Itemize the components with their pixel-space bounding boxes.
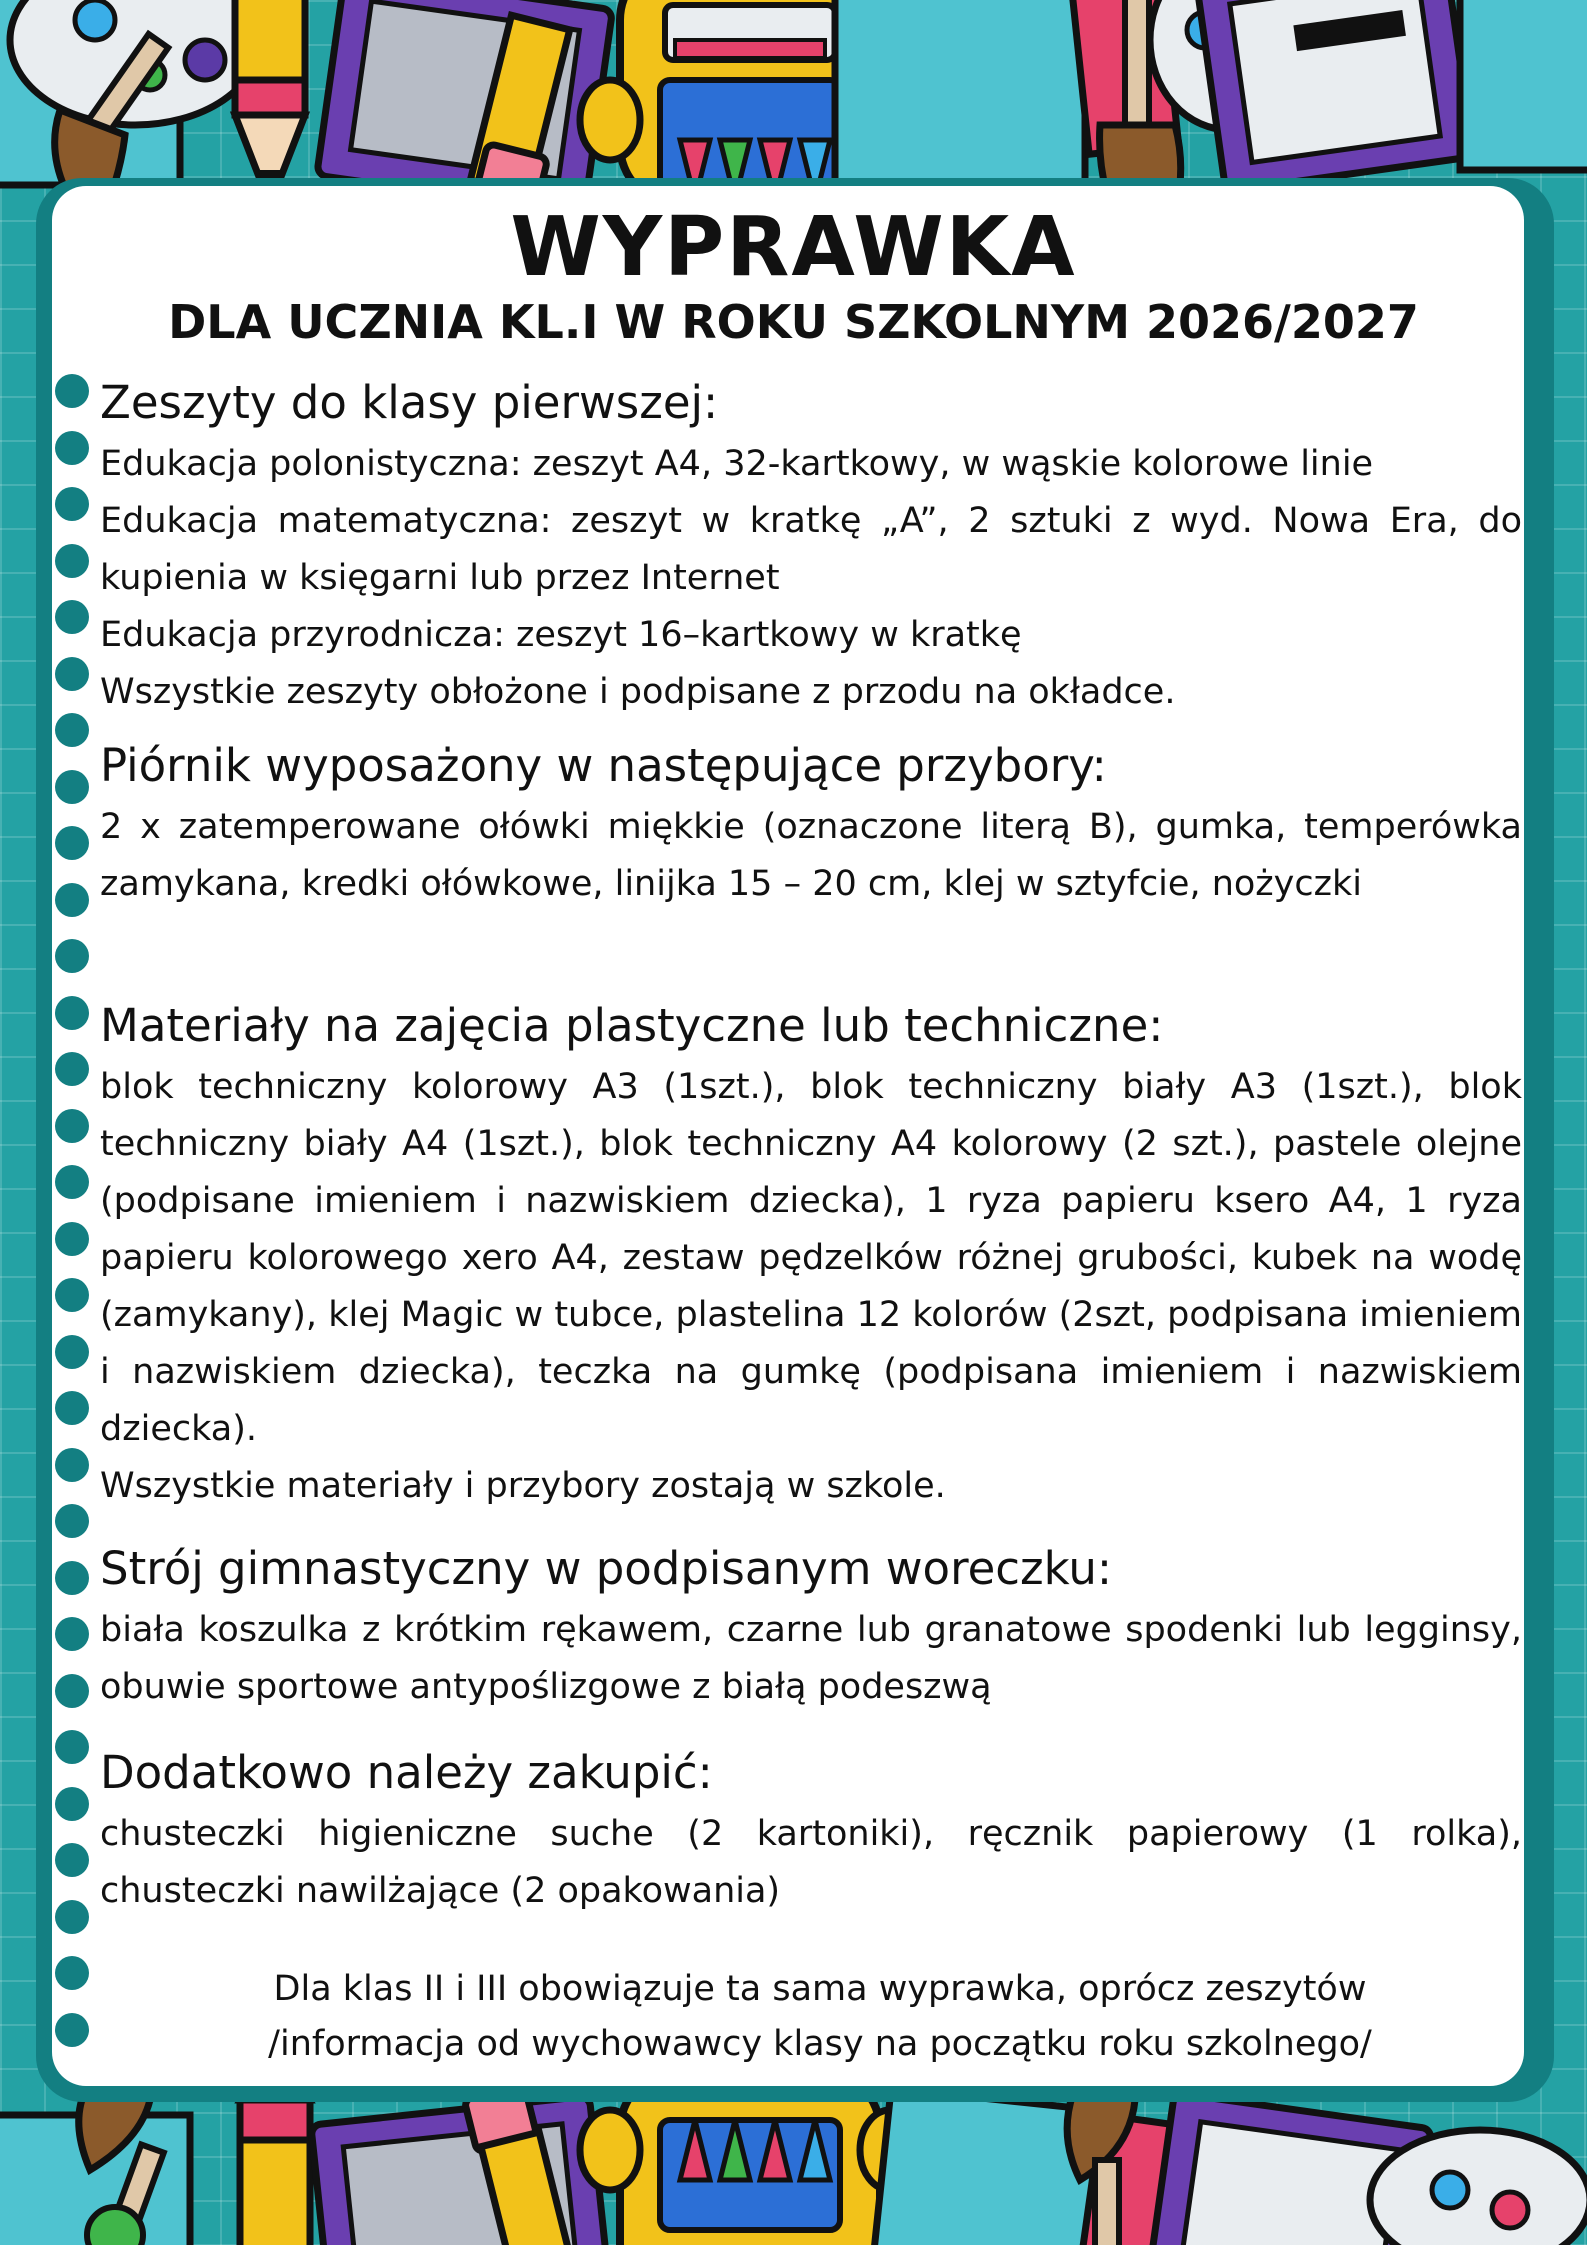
footer-line: /informacja od wychowawcy klasy na początku roku szkolnego/ <box>268 2024 1372 2064</box>
section-heading: Dodatkowo należy zakupić: <box>100 1746 713 1799</box>
section-heading: Strój gimnastyczny w podpisanym woreczku: <box>100 1542 1112 1595</box>
section-art-materials <box>100 995 1522 1515</box>
section-paragraph: 2 x zatemperowane ołówki miękkie (oznaczone literą B), gumka, temperówka zamykana, kredki ołówkowe, linijka 15 – 20 cm, klej w sztyfcie, nożyczki <box>100 807 1522 904</box>
section-notebooks <box>100 372 1522 721</box>
section-paragraph: Edukacja polonistyczna: zeszyt A4, 32-kartkowy, w wąskie kolorowe linie <box>100 444 1374 484</box>
section-heading: Piórnik wyposażony w następujące przybory: <box>100 739 1107 792</box>
section-paragraph: chusteczki higieniczne suche (2 kartoniki), ręcznik papierowy (1 rolka), chusteczki nawilżające (2 opakowania) <box>100 1814 1522 1911</box>
section-heading: Materiały na zajęcia plastyczne lub techniczne: <box>100 999 1164 1052</box>
section-paragraph: Wszystkie materiały i przybory zostają w szkole. <box>100 1466 946 1506</box>
section-additional <box>100 1742 1522 1920</box>
page-subtitle: DLA UCZNIA KL.I W ROKU SZKOLNYM 2026/2027 <box>168 295 1419 349</box>
section-pencil-case <box>100 735 1522 913</box>
footer-line: Dla klas II i III obowiązuje ta sama wyprawka, oprócz zeszytów <box>273 1969 1367 2009</box>
section-paragraph: blok techniczny kolorowy A3 (1szt.), blok techniczny biały A3 (1szt.), blok techniczny biały A4 (1szt.), blok techniczny A4 kolorowy (2 szt.), pastele olejne (podpisane imieniem i nazwiskiem dziecka), 1 ryza papieru ksero A4, 1 ryza papieru kolorowego xero A4, zestaw pędzelków różnej grubości, kubek na wodę (zamykany), klej Magic w tubce, plastelina 12 kolorów (2szt, podpisana imieniem i nazwiskiem dziecka), teczka na gumkę (podpisana imieniem i nazwiskiem dziecka). <box>100 1067 1522 1449</box>
section-gym-clothes <box>100 1538 1522 1716</box>
section-paragraph: biała koszulka z krótkim rękawem, czarne lub granatowe spodenki lub legginsy, obuwie sportowe antypoślizgowe z białą podeszwą <box>100 1610 1522 1707</box>
footer-note <box>140 1962 1500 2072</box>
section-paragraph: Edukacja przyrodnicza: zeszyt 16–kartkowy w kratkę <box>100 615 1022 655</box>
section-paragraph: Wszystkie zeszyty obłożone i podpisane z przodu na okładce. <box>100 672 1176 712</box>
section-paragraph: Edukacja matematyczna: zeszyt w kratkę „A”, 2 sztuki z wyd. Nowa Era, do kupienia w księgarni lub przez Internet <box>100 501 1522 598</box>
section-heading: Zeszyty do klasy pierwszej: <box>100 376 719 429</box>
page-title: WYPRAWKA <box>510 200 1077 295</box>
